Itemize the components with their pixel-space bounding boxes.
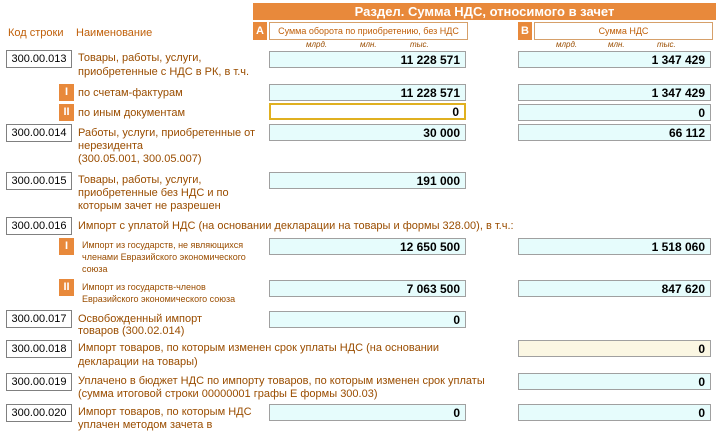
column-a-title: Сумма оборота по приобретению, без НДС [269, 22, 468, 40]
row-016-1-turnover-field[interactable]: 12 650 500 [269, 238, 466, 255]
column-a-badge: A [253, 22, 267, 40]
row-name-014-line1: Работы, услуги, приобретенные от [78, 127, 256, 139]
row-code-014: 300.00.014 [6, 124, 72, 142]
row-name-016-1-line1: Импорт из государств, не являющихся [82, 240, 244, 250]
row-name-013-1: по счетам-фактурам [78, 87, 183, 99]
row-013-1-turnover-field[interactable]: 11 228 571 [269, 84, 466, 101]
row-name-014-line2: нерезидента [78, 140, 144, 152]
unit-mln-b: млн. [608, 40, 625, 49]
row-name-018-line1: Импорт товаров, по которым изменен срок уплаты НДС (на основании [78, 342, 440, 354]
row-name-016: Импорт с уплатой НДС (на основании декларации на товары и формы 328.00), в т.ч.: [78, 220, 514, 232]
row-name-020-line1: Импорт товаров, по которым НДС [78, 406, 252, 418]
name-column-label: Наименование [76, 27, 153, 39]
row-code-018: 300.00.018 [6, 340, 72, 358]
row-018-vat-field[interactable]: 0 [518, 340, 711, 357]
row-013-turnover-field[interactable]: 11 228 571 [269, 51, 466, 68]
row-name-015-line1: Товары, работы, услуги, [78, 174, 202, 186]
sub-badge-016-2: II [59, 279, 74, 296]
row-014-turnover-field[interactable]: 30 000 [269, 124, 466, 141]
row-name-016-1-line2: членами Евразийского экономического [82, 252, 246, 262]
row-name-019-line2: (сумма итоговой строки 00000001 графы E формы 300.03) [78, 388, 378, 400]
row-name-020-line2: уплачен методом зачета в [78, 419, 213, 431]
row-code-016: 300.00.016 [6, 217, 72, 235]
row-015-turnover-field[interactable]: 191 000 [269, 172, 466, 189]
row-name-016-2-line1: Импорт из государств-членов [82, 282, 206, 292]
row-016-2-turnover-field[interactable]: 7 063 500 [269, 280, 466, 297]
section-title: Раздел. Сумма НДС, относимого в зачет [253, 3, 716, 20]
row-name-018-line2: декларации на товары) [78, 356, 198, 368]
unit-mlrd-b: млрд. [556, 40, 578, 49]
sub-badge-016-1: I [59, 238, 74, 255]
column-b-title: Сумма НДС [534, 22, 713, 40]
row-name-017-line2: товаров (300.02.014) [78, 325, 185, 337]
row-name-019-line1: Уплачено в бюджет НДС по импорту товаров, по которым изменен срок уплаты [78, 375, 485, 387]
row-name-014-line3: (300.05.001, 300.05.007) [78, 153, 202, 165]
row-name-015-line2: приобретенные без НДС и по [78, 187, 229, 199]
row-017-turnover-field[interactable]: 0 [269, 311, 466, 328]
row-name-017-line1: Освобожденный импорт [78, 313, 203, 325]
row-016-2-vat-field[interactable]: 847 620 [518, 280, 711, 297]
row-013-1-vat-field[interactable]: 1 347 429 [518, 84, 711, 101]
unit-mln-a: млн. [360, 40, 377, 49]
row-014-vat-field[interactable]: 66 112 [518, 124, 711, 141]
row-013-vat-field[interactable]: 1 347 429 [518, 51, 711, 68]
row-name-013-line2: приобретенные с НДС в РК, в т.ч. [78, 66, 250, 78]
row-020-turnover-field[interactable]: 0 [269, 404, 466, 421]
unit-mlrd-a: млрд. [306, 40, 328, 49]
sub-badge-013-1: I [59, 84, 74, 101]
row-code-015: 300.00.015 [6, 172, 72, 190]
row-code-013: 300.00.013 [6, 50, 72, 68]
row-code-019: 300.00.019 [6, 373, 72, 391]
row-013-2-vat-field[interactable]: 0 [518, 104, 711, 121]
row-code-017: 300.00.017 [6, 310, 72, 328]
row-019-vat-field[interactable]: 0 [518, 373, 711, 390]
row-name-013-line1: Товары, работы, услуги, [78, 52, 202, 64]
column-b-badge: B [518, 22, 532, 40]
row-016-1-vat-field[interactable]: 1 518 060 [518, 238, 711, 255]
row-name-015-line3: которым зачет не разрешен [78, 200, 221, 212]
code-column-label: Код строки [8, 27, 64, 39]
row-name-013-2: по иным документам [78, 107, 186, 119]
row-013-2-turnover-field[interactable]: 0 [269, 103, 466, 120]
row-code-020: 300.00.020 [6, 404, 72, 422]
row-name-016-1-line3: союза [82, 264, 108, 274]
unit-tys-a: тыс. [410, 40, 429, 49]
sub-badge-013-2: II [59, 104, 74, 121]
unit-tys-b: тыс. [657, 40, 676, 49]
row-name-016-2-line2: Евразийского экономического союза [82, 294, 236, 304]
row-020-vat-field[interactable]: 0 [518, 404, 711, 421]
